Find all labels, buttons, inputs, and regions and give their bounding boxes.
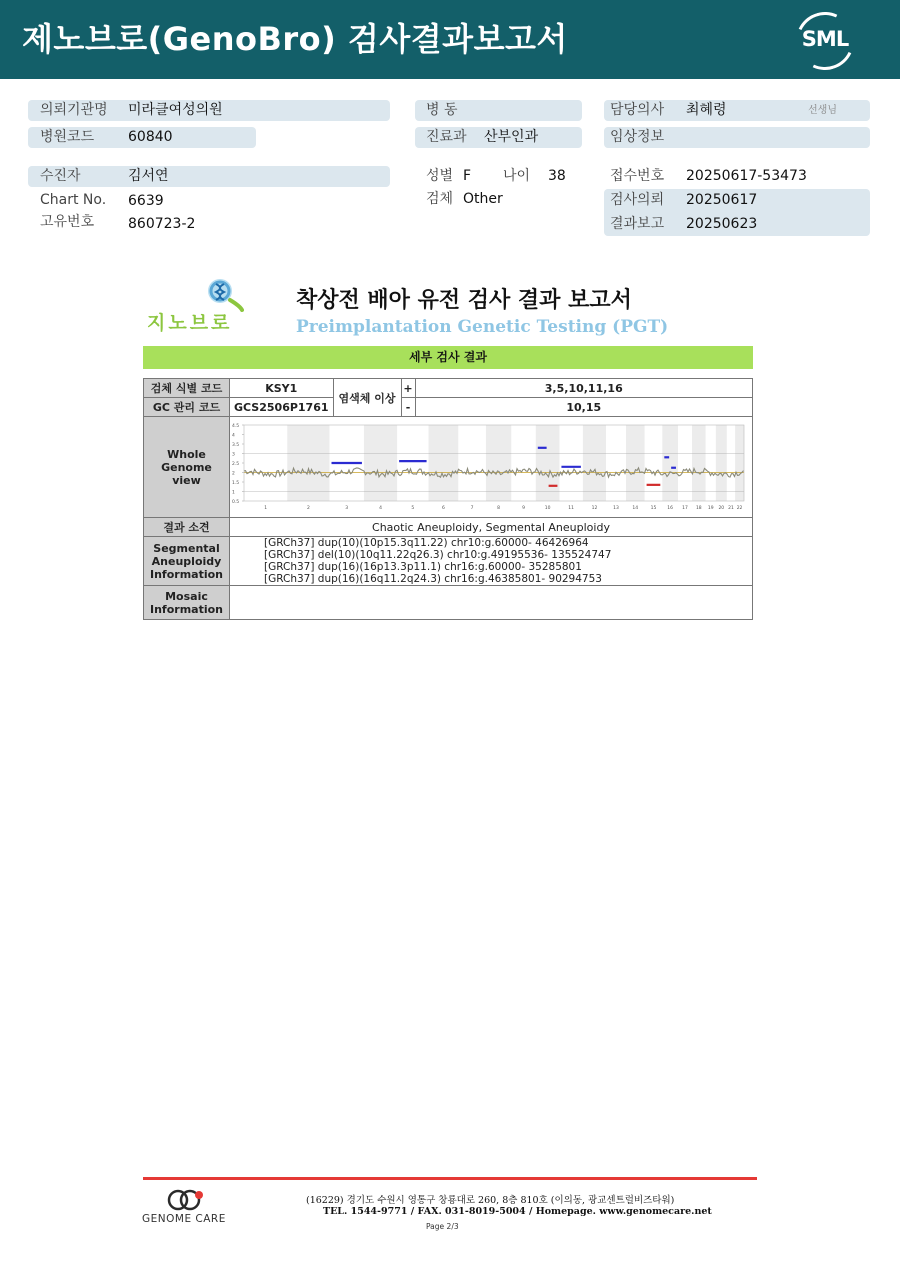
- y-tick-label: 4: [232, 433, 235, 439]
- x-tick-label: 22: [736, 506, 743, 511]
- chromosome-band: [486, 425, 511, 501]
- chromosome-band: [364, 425, 397, 501]
- genome-care-name: GENOME CARE: [142, 1213, 226, 1225]
- header-bar: [0, 0, 900, 79]
- x-tick-label: 19: [707, 506, 714, 511]
- x-tick-label: 12: [591, 506, 598, 511]
- whole-genome-plot: [230, 417, 750, 514]
- segmental-line: [GRCh37] dup(10)(10p15.3q11.22) chr10:g.60000- 46426964: [264, 537, 589, 549]
- segmental-line: [GRCh37] del(10)(10q11.22q26.3) chr10:g.49195536- 135524747: [264, 549, 612, 561]
- segmental-line: [GRCh37] dup(16)(16q11.2q24.3) chr16:g.46385801- 90294753: [264, 573, 602, 585]
- page-title: 제노브로(GenoBro) 검사결과보고서: [22, 20, 568, 58]
- x-tick-label: 6: [441, 506, 445, 511]
- chrom-abn-label: 염색체 이상: [333, 379, 401, 417]
- y-tick-label: 1.5: [232, 481, 240, 486]
- x-tick-label: 7: [470, 506, 474, 511]
- y-tick-label: 0.5: [232, 500, 240, 505]
- age-label: 나이: [503, 168, 531, 184]
- doctor-suffix: 선생님: [808, 105, 837, 116]
- institution-value: 미라클여성의원: [128, 102, 223, 118]
- x-tick-label: 21: [728, 506, 734, 511]
- y-tick-label: 4.5: [232, 424, 240, 429]
- report-date-label: 결과보고: [610, 216, 665, 232]
- page-number: Page 2/3: [426, 1222, 459, 1231]
- results-table: [143, 378, 753, 620]
- x-tick-label: 9: [522, 506, 525, 511]
- chromosome-band: [626, 425, 645, 501]
- gc-code-value: GCS2506P1761: [230, 398, 334, 417]
- report-title: 착상전 배아 유전 검사 결과 보고서: [296, 288, 632, 313]
- minus-chromosomes: 10,15: [415, 398, 752, 417]
- x-tick-label: 1: [264, 506, 268, 511]
- x-tick-label: 16: [667, 506, 674, 511]
- receipt-value: 20250617-53473: [686, 168, 807, 184]
- institution-label: 의뢰기관명: [40, 102, 108, 118]
- chromosome-band: [536, 425, 560, 501]
- chart-no-value: 6639: [128, 193, 164, 209]
- x-tick-label: 17: [682, 506, 688, 511]
- y-tick-label: 2.5: [232, 462, 240, 467]
- ward-label: 병 동: [426, 102, 458, 118]
- doctor-value: 최혜령: [686, 102, 727, 118]
- mosaic-label: Mosaic Information: [144, 586, 230, 620]
- finding-value: Chaotic Aneuploidy, Segmental Aneuploidy: [230, 518, 753, 537]
- x-tick-label: 11: [568, 506, 575, 511]
- sml-logo: [796, 12, 854, 70]
- finding-label: 결과 소견: [144, 518, 230, 537]
- x-tick-label: 13: [613, 506, 619, 511]
- specimen-label: 검체: [426, 191, 454, 207]
- report-subtitle: Preimplantation Genetic Testing (PGT): [296, 317, 669, 337]
- section-header: 세부 검사 결과: [143, 346, 753, 369]
- plus-chromosomes: 3,5,10,11,16: [415, 379, 752, 398]
- chromosome-band: [429, 425, 459, 501]
- clinical-label: 임상정보: [610, 129, 665, 145]
- footer-contact: TEL. 1544-9771 / FAX. 031-8019-5004 / Homepage. www.genomecare.net: [323, 1206, 712, 1217]
- y-tick-label: 3.5: [232, 443, 240, 448]
- x-tick-label: 5: [411, 506, 415, 511]
- gc-code-label: GC 관리 코드: [144, 398, 230, 417]
- patient-row: [28, 166, 390, 187]
- plus-sign: +: [401, 379, 415, 398]
- chromosome-band: [692, 425, 706, 501]
- x-tick-label: 10: [544, 506, 551, 511]
- dna-magnifier-icon: [202, 276, 244, 312]
- specimen-value: Other: [463, 191, 503, 207]
- footer-divider: [143, 1177, 757, 1180]
- genome-plot-cell: [230, 417, 753, 518]
- chromosome-band: [716, 425, 727, 501]
- genome-view-label: Whole Genome view: [144, 417, 230, 518]
- mosaic-value: [230, 586, 753, 620]
- department-value: 산부인과: [484, 129, 539, 145]
- patient-label: 수진자: [40, 168, 81, 184]
- chromosome-band: [287, 425, 329, 501]
- x-tick-label: 14: [632, 506, 639, 511]
- segmental-cell: [230, 537, 753, 586]
- chart-no-label: Chart No.: [40, 192, 107, 208]
- x-tick-label: 4: [379, 506, 382, 511]
- segmental-label: Segmental Aneuploidy Information: [144, 537, 230, 586]
- minus-sign: -: [401, 398, 415, 417]
- x-tick-label: 8: [497, 506, 501, 511]
- x-tick-label: 15: [650, 506, 657, 511]
- receipt-label: 접수번호: [610, 168, 665, 184]
- hospital-code-value: 60840: [128, 129, 173, 145]
- genome-care-logo-icon: [166, 1188, 206, 1212]
- hospital-code-label: 병원코드: [40, 129, 95, 145]
- sex-label: 성별: [426, 168, 454, 184]
- y-tick-label: 2: [232, 471, 235, 477]
- sml-logo-text: SML: [801, 27, 849, 51]
- chromosome-band: [735, 425, 744, 501]
- age-value: 38: [548, 168, 566, 184]
- uid-label: 고유번호: [40, 214, 95, 230]
- chromosome-band: [583, 425, 606, 501]
- department-label: 진료과: [426, 129, 467, 145]
- x-tick-label: 20: [718, 506, 725, 511]
- sex-value: F: [463, 168, 472, 184]
- request-value: 20250617: [686, 192, 758, 208]
- request-label: 검사의뢰: [610, 192, 665, 208]
- uid-value: 860723-2: [128, 216, 196, 232]
- x-tick-label: 3: [345, 506, 349, 511]
- report-date-value: 20250623: [686, 216, 758, 232]
- specimen-code-value: KSY1: [230, 379, 334, 398]
- doctor-label: 담당의사: [610, 102, 665, 118]
- y-tick-label: 3: [232, 452, 235, 458]
- genobro-logo-text: 지노브로: [147, 312, 233, 334]
- y-tick-label: 1: [232, 490, 235, 496]
- footer-address: (16229) 경기도 수원시 영통구 창룡대로 260, 8층 810호 (이의동, 광교센트럴비즈타워): [306, 1195, 675, 1206]
- x-tick-label: 2: [306, 506, 310, 511]
- patient-value: 김서연: [128, 168, 169, 184]
- chromosome-band: [662, 425, 678, 501]
- x-tick-label: 18: [695, 506, 702, 511]
- segmental-line: [GRCh37] dup(16)(16p13.3p11.1) chr16:g.60000- 35285801: [264, 561, 582, 573]
- specimen-code-label: 검체 식별 코드: [144, 379, 230, 398]
